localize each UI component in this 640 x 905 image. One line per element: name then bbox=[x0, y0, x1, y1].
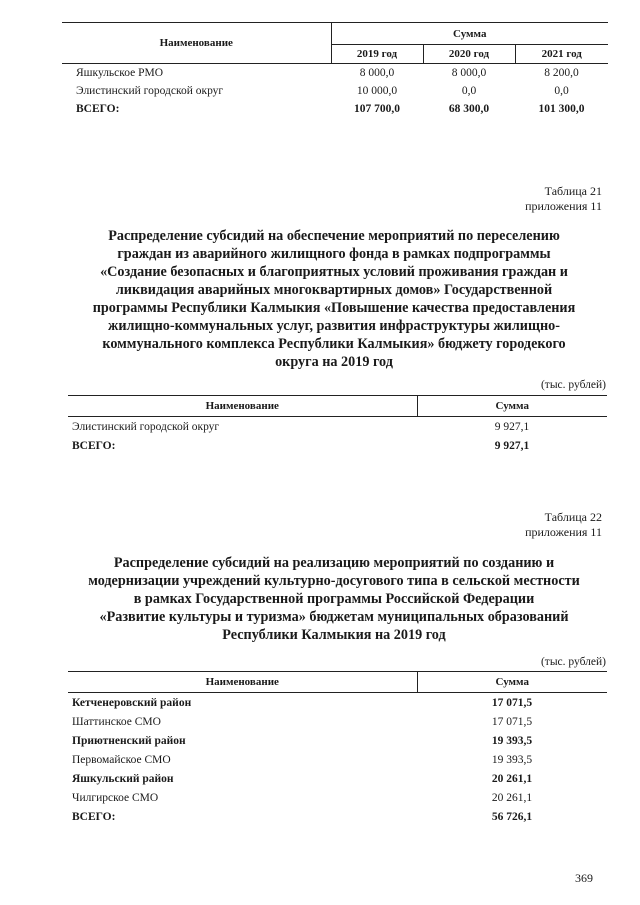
subsidy-table-22 bbox=[68, 671, 607, 826]
heading-line: Распределение субсидий на реализацию мероприятий по созданию и bbox=[113, 555, 555, 571]
table-row bbox=[68, 731, 607, 750]
heading-line: коммунального комплекса Республики Калмыкия» бюджету городекого bbox=[102, 336, 566, 352]
table-total-row bbox=[62, 100, 608, 118]
heading-line: «Создание безопасных и благоприятных условий проживания граждан и bbox=[100, 264, 568, 280]
row-name: Кетченеровский район bbox=[72, 696, 192, 709]
table-number: Таблица 22 bbox=[544, 510, 602, 524]
row-value: 0,0 bbox=[461, 85, 477, 97]
heading-line: ликвидация аварийных многоквартирных домов» Государственной bbox=[115, 282, 553, 298]
table-row bbox=[62, 82, 608, 100]
table-22-label bbox=[525, 510, 602, 540]
row-value: 9 927,1 bbox=[494, 439, 530, 452]
row-value: 20 261,1 bbox=[491, 772, 533, 785]
table-row bbox=[68, 712, 607, 731]
unit-label: (тыс. рублей) bbox=[540, 656, 606, 668]
column-header-year: 2020 год bbox=[423, 45, 515, 64]
heading-line: в рамках Государственной программы Российской Федерации bbox=[133, 591, 535, 607]
row-name: Яшкульский район bbox=[72, 772, 174, 785]
column-header-year: 2019 год bbox=[331, 45, 423, 64]
row-name: Первомайское СМО bbox=[72, 753, 171, 766]
row-name: Элистинский городской округ bbox=[72, 420, 220, 433]
column-header-year: 2021 год bbox=[515, 45, 608, 64]
row-value: 0,0 bbox=[554, 85, 569, 97]
heading-line: жилищно-коммунальных услуг, развития инфраструктуры жилищно- bbox=[108, 318, 560, 334]
row-name: ВСЕГО: bbox=[72, 810, 116, 823]
row-value: 17 071,5 bbox=[491, 715, 533, 728]
table-row bbox=[68, 750, 607, 769]
table-22-heading bbox=[60, 554, 608, 644]
unit-label: (тыс. рублей) bbox=[540, 379, 606, 391]
table-row bbox=[68, 769, 607, 788]
column-header-sum: Сумма bbox=[417, 672, 607, 693]
column-header-name: Наименование bbox=[68, 672, 417, 693]
column-header-sum: Сумма bbox=[417, 396, 607, 417]
row-value: 9 927,1 bbox=[494, 420, 530, 433]
appendix-label: приложения 11 bbox=[525, 525, 602, 539]
row-value: 107 700,0 bbox=[354, 103, 400, 115]
row-value: 8 000,0 bbox=[451, 67, 487, 79]
row-value: 56 726,1 bbox=[491, 810, 533, 823]
subsidy-table-21 bbox=[68, 395, 607, 455]
table-total-row bbox=[68, 436, 607, 455]
row-value: 101 300,0 bbox=[538, 103, 585, 115]
heading-line: Распределение субсидий на обеспечение мероприятий по переселению bbox=[108, 228, 560, 244]
column-header-name: Наименование bbox=[62, 23, 331, 64]
table-total-row bbox=[68, 807, 607, 826]
table-number: Таблица 21 bbox=[544, 184, 602, 198]
table-row bbox=[62, 64, 608, 83]
row-name: Яшкульское РМО bbox=[76, 67, 164, 79]
row-value: 20 261,1 bbox=[491, 791, 533, 804]
heading-line: граждан из аварийного жилищного фонда в рамках подпрограммы bbox=[117, 246, 551, 262]
row-value: 19 393,5 bbox=[491, 734, 533, 747]
column-header-name: Наименование bbox=[68, 396, 417, 417]
heading-line: «Развитие культуры и туризма» бюджетам муниципальных образований bbox=[99, 609, 569, 625]
heading-line: округа на 2019 год bbox=[275, 354, 393, 370]
row-value: 17 071,5 bbox=[491, 696, 533, 709]
table-21-label bbox=[525, 184, 602, 214]
table-21-heading bbox=[60, 227, 608, 371]
column-header-sum: Сумма bbox=[331, 23, 608, 45]
page-number: 369 bbox=[575, 871, 593, 885]
row-name: ВСЕГО: bbox=[72, 439, 116, 452]
row-name: Элистинский городской округ bbox=[76, 85, 224, 97]
table-row bbox=[68, 417, 607, 437]
heading-line: Республики Калмыкия на 2019 год bbox=[222, 627, 446, 643]
heading-line: модернизации учреждений культурно-досугового типа в сельской местности bbox=[88, 573, 580, 589]
row-name: Приютненский район bbox=[72, 734, 186, 747]
row-value: 19 393,5 bbox=[491, 753, 533, 766]
row-name: Чилгирское СМО bbox=[72, 791, 159, 804]
table-row bbox=[68, 788, 607, 807]
row-value: 8 200,0 bbox=[544, 67, 579, 79]
row-name: ВСЕГО: bbox=[76, 103, 120, 115]
appendix-label: приложения 11 bbox=[525, 199, 602, 213]
heading-line: программы Республики Калмыкия «Повышение качества предоставления bbox=[92, 300, 576, 316]
row-value: 10 000,0 bbox=[356, 85, 398, 97]
subsidy-table-continuation bbox=[62, 22, 608, 118]
table-row bbox=[68, 693, 607, 713]
row-name: Шаттинское СМО bbox=[72, 715, 161, 728]
row-value: 68 300,0 bbox=[448, 103, 490, 115]
row-value: 8 000,0 bbox=[359, 67, 395, 79]
